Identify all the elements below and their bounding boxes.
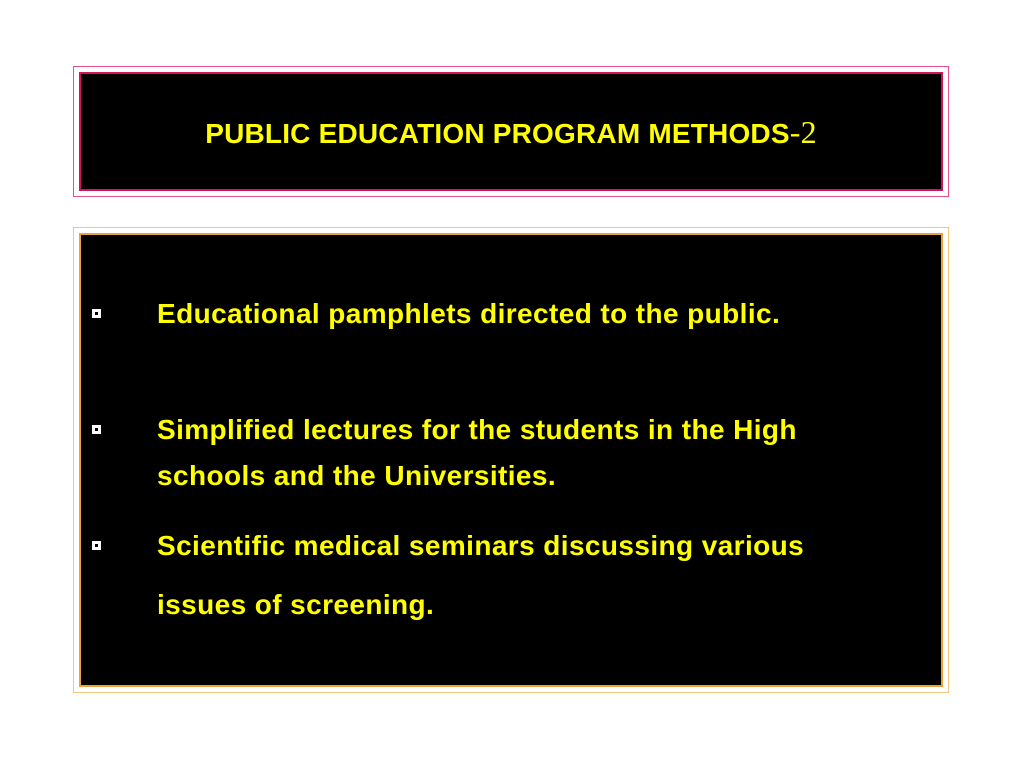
title-frame: [73, 66, 949, 197]
list-item-text: Educational pamphlets directed to the public.: [157, 298, 781, 329]
list-item-text: Simplified lectures for the students in the High schools and the Universities.: [157, 414, 797, 491]
square-bullet-icon: [92, 541, 101, 550]
title-panel: [79, 72, 943, 191]
square-bullet-icon: [92, 425, 101, 434]
content-panel: [79, 233, 943, 687]
slide-title-suffix: -2: [789, 114, 817, 150]
content-frame: [73, 227, 949, 693]
square-bullet-icon: [92, 309, 101, 318]
slide-title-text: PUBLIC EDUCATION PROGRAM METHODS: [205, 118, 790, 149]
slide-title: [205, 114, 817, 151]
list-item-text: Scientific medical seminars discussing various issues of screening.: [157, 530, 805, 620]
